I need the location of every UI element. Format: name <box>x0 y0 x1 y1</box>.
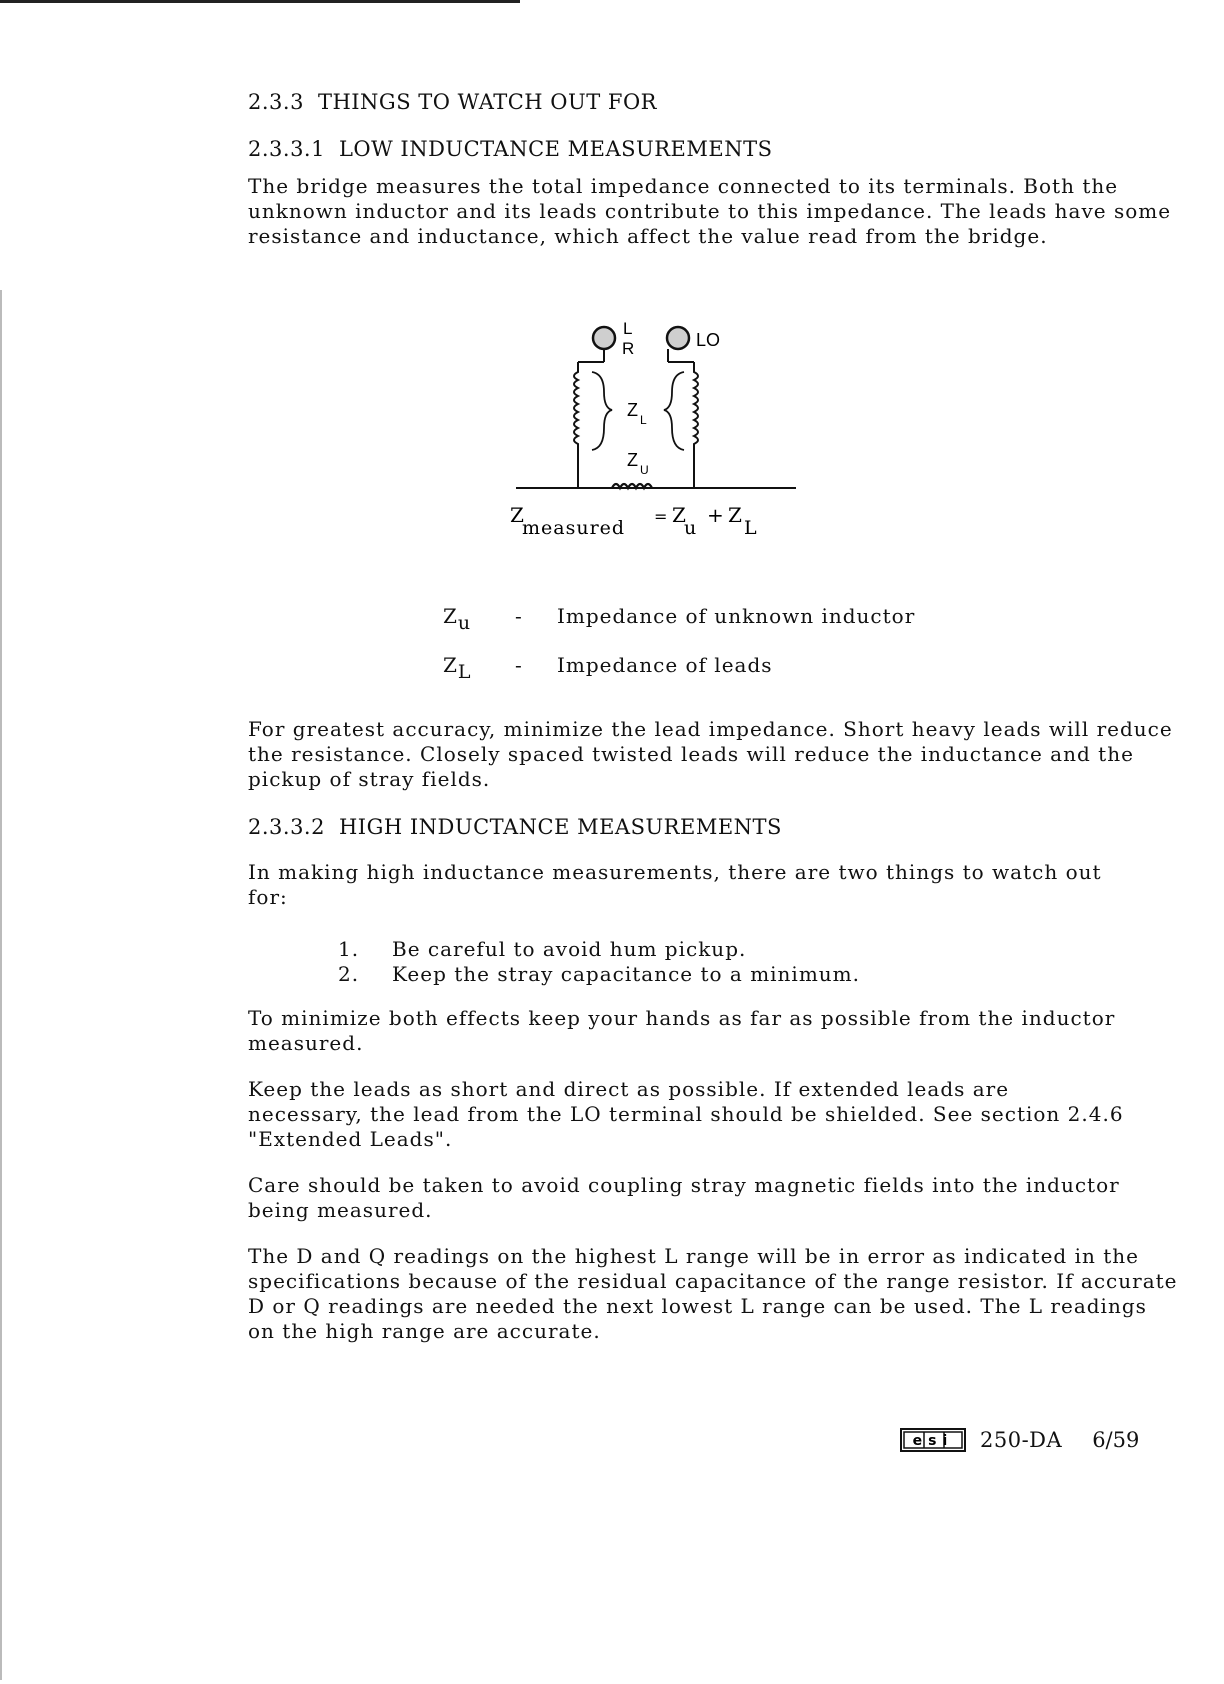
paragraph-readings: The D and Q readings on the highest L range will be in error as indicated in the specifications because of the residual capacitance of the range resistor. If accurate D or Q readings are needed the next lowest L range can be used. The L readings on the high range are accurate. <box>248 1244 1178 1343</box>
left-lead-brace <box>592 372 612 450</box>
left-lead-inductor <box>574 362 578 488</box>
lead-impedance-label: Z <box>627 400 638 420</box>
section-title: LOW INDUCTANCE MEASUREMENTS <box>338 137 773 161</box>
unknown-impedance-label: Z <box>627 450 638 470</box>
legend-row <box>443 604 916 634</box>
paragraph-accuracy: For greatest accuracy, minimize the lead impedance. Short heavy leads will reduce the resistance. Closely spaced twisted leads will reduce the inductance and the pickup of stray fields. <box>248 717 1173 791</box>
terminal-label-lo: LO <box>696 330 721 350</box>
equation-equals: = <box>654 507 668 526</box>
list-text: Keep the stray capacitance to a minimum. <box>392 962 860 986</box>
terminal-lo-circle <box>667 327 689 349</box>
legend-dash: - <box>515 653 523 677</box>
terminal-label-r: R <box>622 339 635 358</box>
equation-zu: Z <box>672 503 686 527</box>
list-item <box>338 937 746 961</box>
equation-plus: + <box>707 503 724 527</box>
svg-text:esi: esi <box>912 1433 954 1449</box>
section-heading-2-3-3-2 <box>248 815 782 839</box>
section-number: 2.3.3 <box>248 90 304 114</box>
list-number: 1. <box>338 937 360 961</box>
section-title: HIGH INDUCTANCE MEASUREMENTS <box>338 815 782 839</box>
paragraph-coupling: Care should be taken to avoid coupling stray magnetic fields into the inductor being measured. <box>248 1173 1120 1222</box>
section-title: THINGS TO WATCH OUT FOR <box>317 90 657 114</box>
equation-z: Z <box>510 503 524 527</box>
right-lead-brace <box>664 372 684 450</box>
paragraph-leads: Keep the leads as short and direct as possible. If extended leads are necessary, the lead from the LO terminal should be shielded. See section 2.4.6 "Extended Leads". <box>248 1077 1124 1151</box>
terminal-hi-circle <box>593 327 615 349</box>
legend-row <box>443 653 773 683</box>
legend-dash: - <box>515 604 523 628</box>
equation-zl-sub: L <box>744 517 757 539</box>
esi-logo <box>900 1428 966 1452</box>
section-heading-2-3-3 <box>248 90 657 114</box>
document-date: 6/59 <box>1092 1428 1140 1452</box>
section-heading-2-3-3-1 <box>248 137 772 161</box>
scan-edge-left <box>0 290 2 1680</box>
page-footer <box>900 1428 1139 1452</box>
lead-impedance-sub: L <box>640 413 647 427</box>
equation-zu-sub: u <box>684 517 697 539</box>
terminal-label-l: L <box>623 319 633 338</box>
section-number: 2.3.3.2 <box>248 815 325 839</box>
lead-impedance-diagram <box>510 312 816 548</box>
list-number: 2. <box>338 962 360 986</box>
equation-z-measured-sub: measured <box>522 517 626 539</box>
legend-symbol: $Z_L$ <box>443 653 472 683</box>
document-number: 250-DA <box>980 1428 1063 1452</box>
paragraph-high-intro: In making high inductance measurements, there are two things to watch out for: <box>248 860 1102 909</box>
right-lead-inductor <box>694 362 698 488</box>
paragraph-intro: The bridge measures the total impedance connected to its terminals. Both the unknown inductor and its leads contribute to this impedance. The leads have some resistance and inductance, which affect the value read from the bridge. <box>248 174 1172 248</box>
scan-edge-top <box>0 0 520 3</box>
section-number: 2.3.3.1 <box>248 137 325 161</box>
legend-text: Impedance of leads <box>557 653 773 677</box>
paragraph-minimize: To minimize both effects keep your hands as far as possible from the inductor measured. <box>248 1006 1116 1055</box>
list-text: Be careful to avoid hum pickup. <box>392 937 747 961</box>
unknown-impedance-sub: U <box>640 463 649 477</box>
legend-symbol: $Z_u$ <box>443 604 472 634</box>
legend-text: Impedance of unknown inductor <box>557 604 916 628</box>
equation-zl: Z <box>728 503 742 527</box>
list-item <box>338 962 860 986</box>
